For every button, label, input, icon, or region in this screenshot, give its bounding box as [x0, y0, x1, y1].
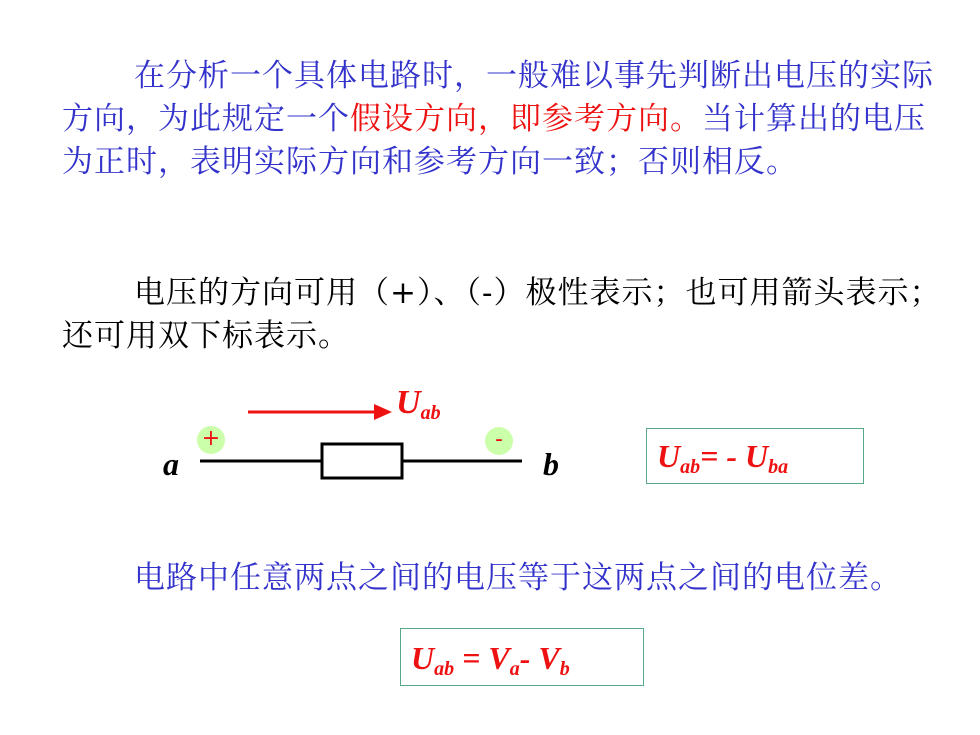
direction-arrow-head — [374, 404, 392, 420]
formula1-operator: = - — [700, 438, 745, 474]
plus-polarity-marker: + — [197, 426, 225, 454]
formula2-minus: - — [519, 640, 539, 676]
minus-polarity-marker: - — [485, 427, 513, 455]
paragraph1-text-a: 在分析一个具体电路时，一般难以事先判断出电压的实际方向，为此规定一个 — [62, 58, 934, 137]
formula2-vb-sub: b — [559, 658, 570, 680]
paragraph-potential-difference — [62, 557, 942, 600]
paragraph1-highlight: 假设方向，即参考方向。 — [350, 101, 702, 137]
formula2-vb: V — [538, 640, 560, 676]
formula-box-uab-va-vb — [400, 628, 644, 686]
formula1-lhs: U — [657, 438, 681, 474]
resistor-body — [322, 444, 402, 478]
node-a-label: a — [163, 446, 179, 482]
formula2-equals: = — [454, 640, 489, 676]
formula2-lhs-sub: ab — [434, 658, 455, 680]
arrow-label-sub: ab — [420, 402, 441, 424]
paragraph3-text: 电路中任意两点之间的电压等于这两点之间的电位差。 — [134, 560, 902, 596]
arrow-voltage-label — [396, 384, 441, 425]
formula2-va-sub: a — [509, 658, 520, 680]
formula1-lhs-sub: ab — [680, 456, 701, 478]
formula-box-uab-minus-uba — [646, 428, 864, 484]
arrow-label-main: U — [396, 384, 421, 421]
paragraph2-text: 电压的方向可用（+）、（-）极性表示；也可用箭头表示；还可用双下标表示。 — [62, 275, 942, 354]
node-b-label: b — [543, 446, 559, 482]
formula2-va: V — [488, 640, 510, 676]
formula2-lhs: U — [411, 640, 435, 676]
paragraph1-text-b: 当计算出的电压为正时，表明实际方向和参考方向一致；否则相反。 — [62, 101, 926, 180]
formula1-rhs: U — [745, 438, 769, 474]
formula1-rhs-sub: ba — [768, 456, 789, 478]
